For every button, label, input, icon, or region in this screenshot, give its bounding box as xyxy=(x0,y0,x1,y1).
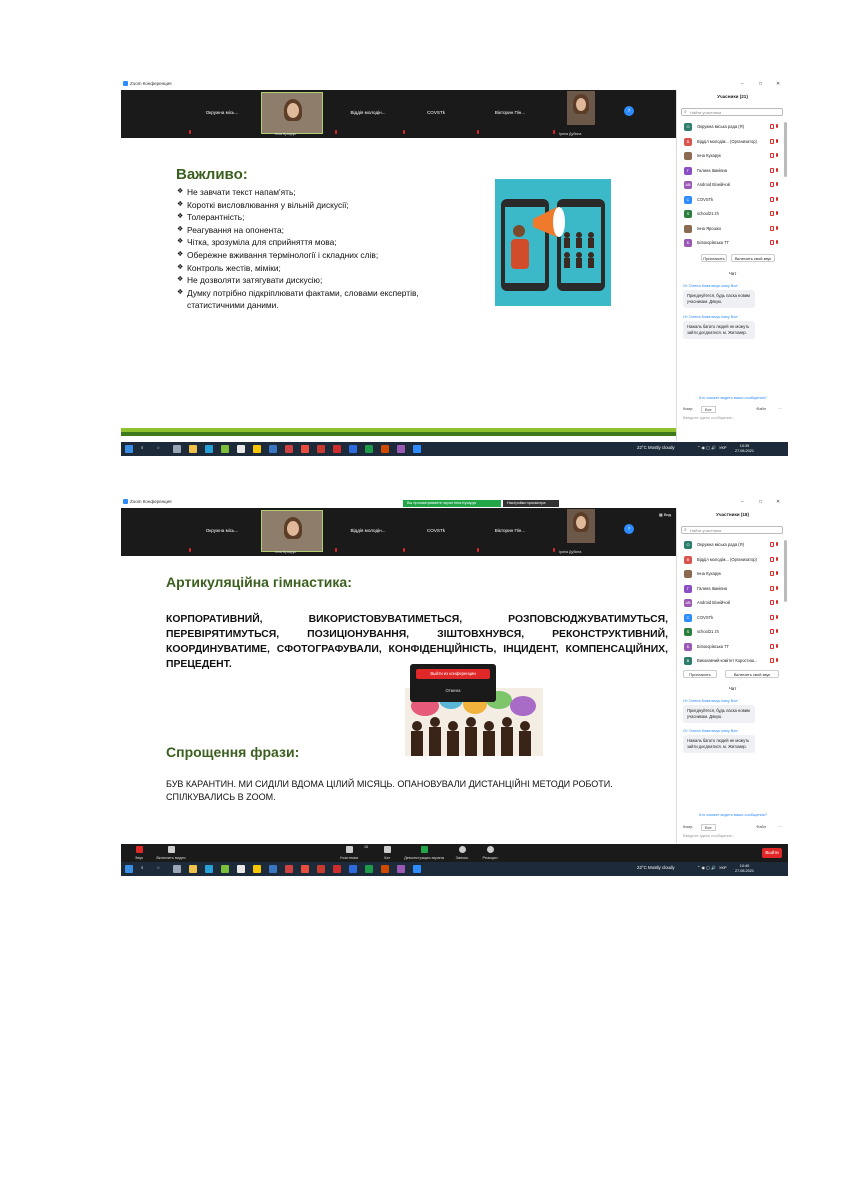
mic-muted-icon xyxy=(552,130,556,135)
reactions-label: Реакции xyxy=(482,855,498,860)
minimize-button[interactable]: − xyxy=(741,81,744,87)
participant-row[interactable] xyxy=(677,135,785,150)
participants-chat-panel xyxy=(676,90,788,441)
megaphone-illustration-art xyxy=(495,179,611,306)
mic-muted-icon xyxy=(334,130,338,135)
recipient-select[interactable]: Все xyxy=(701,824,716,831)
language-indicator[interactable]: УКР xyxy=(719,865,727,870)
camera-off-icon[interactable] xyxy=(770,615,774,620)
camera-off-icon[interactable] xyxy=(770,182,774,187)
audio-button[interactable] xyxy=(129,846,149,860)
mic-muted-icon[interactable] xyxy=(775,629,779,635)
chat-message-text: Приєднуйтеся, будь ласка новим учасникам. Дякую. xyxy=(683,290,755,308)
bullet-item: ❖ Не дозволяти затягувати дискусію; xyxy=(177,274,437,287)
slide-bullet-list xyxy=(177,186,437,312)
participant-row[interactable] xyxy=(677,149,785,164)
participant-row[interactable] xyxy=(677,207,785,222)
participant-row[interactable] xyxy=(677,553,785,568)
screen-share-indicator: Вы просматриваете экран Інна Кухарук xyxy=(403,500,501,507)
avatar: Б xyxy=(684,643,692,651)
taskbar-app-icon[interactable] xyxy=(317,445,325,453)
chat-title: Чат xyxy=(728,686,737,691)
avatar xyxy=(684,225,692,233)
participant-list xyxy=(677,120,785,251)
camera-off-icon[interactable] xyxy=(770,586,774,591)
person-tile[interactable] xyxy=(549,90,623,138)
language-indicator[interactable]: УКР xyxy=(719,445,727,450)
leave-meeting-popup xyxy=(410,664,496,702)
participant-name: Білокорівська ТГ xyxy=(697,643,729,649)
chat-title: Чат xyxy=(728,271,737,276)
chat-icon xyxy=(384,846,391,853)
participant-tile[interactable]: Вікторин Пін... xyxy=(473,508,547,556)
record-button[interactable] xyxy=(451,846,473,860)
recipient-select[interactable]: Все xyxy=(701,406,716,413)
mic-muted-icon[interactable] xyxy=(775,542,779,548)
video-strip xyxy=(121,508,676,556)
participants-title: Учасники (21) xyxy=(717,94,748,99)
participant-row[interactable] xyxy=(677,625,785,640)
participant-name: COVSTk xyxy=(697,614,714,620)
chat-message-from: От Олена Ковальчук кому Все: xyxy=(683,698,739,703)
taskbar-app-icon[interactable] xyxy=(173,865,181,873)
app-title: Zoom Конференция xyxy=(123,499,172,504)
tray-icons[interactable]: ⌃ ◉ ▢ 🔊 xyxy=(697,865,716,870)
presenter-video xyxy=(261,510,323,552)
avatar: AB xyxy=(685,600,691,605)
chat-message xyxy=(683,698,755,723)
task-view-icon[interactable]: ○ xyxy=(157,865,160,870)
camera-off-icon[interactable] xyxy=(770,153,774,158)
clock[interactable] xyxy=(735,864,754,874)
windows-taskbar xyxy=(121,442,788,456)
to-label: Кому: xyxy=(683,406,694,411)
video-face xyxy=(287,521,299,536)
participant-row[interactable] xyxy=(677,193,785,208)
participant-row[interactable] xyxy=(677,611,785,626)
avatar xyxy=(684,570,692,578)
next-page-button[interactable]: › xyxy=(624,106,634,116)
end-meeting-button[interactable]: Выйти xyxy=(762,848,782,858)
chat-message-text: Нажаль багато людей не можуть зайти доєднатися. м. Житомир. xyxy=(683,321,755,339)
bullet-item: ❖ Контроль жестів, міміки; xyxy=(177,262,437,275)
participant-row[interactable] xyxy=(677,236,785,251)
avatar: Г xyxy=(684,585,692,593)
participants-button[interactable] xyxy=(335,846,363,860)
participant-row[interactable] xyxy=(677,640,785,655)
person-photo xyxy=(567,509,595,543)
bullet-item: ❖ Не завчати текст напам'ять; xyxy=(177,186,437,199)
mic-muted-icon[interactable] xyxy=(775,658,779,664)
clock-date: 27.08.2021 xyxy=(735,869,755,873)
excel-icon[interactable] xyxy=(365,865,373,873)
presenter-name: Інна Кухарук xyxy=(275,550,296,554)
view-button-label: Вид xyxy=(663,512,672,517)
search-input[interactable]: ⌕ Найти участника xyxy=(681,526,783,534)
taskbar-app-icon[interactable] xyxy=(253,445,261,453)
participant-name: Окружна міська рада (Я) xyxy=(697,542,744,547)
window-titlebar xyxy=(121,80,788,90)
video-button[interactable] xyxy=(153,846,189,860)
participant-name: school21 zh xyxy=(697,211,719,216)
participants-title: Участники (18) xyxy=(715,512,750,517)
taskbar-app-icon[interactable] xyxy=(269,445,277,453)
participants-chat-panel xyxy=(676,508,788,843)
bullet-item: ❖ Короткі висловлювання у вільній дискусії; xyxy=(177,199,437,212)
avatar: О xyxy=(684,123,692,131)
cancel-button[interactable]: Отмена xyxy=(445,688,461,693)
weather-widget[interactable]: 22°C Mostly cloudy xyxy=(637,445,675,450)
unmute-button[interactable]: Включить свой звук xyxy=(725,670,779,678)
clock-time: 10:40 xyxy=(739,864,750,868)
clock-date: 27.08.2021 xyxy=(735,449,755,453)
mic-muted-icon[interactable] xyxy=(775,586,779,592)
camera-off-icon[interactable] xyxy=(770,226,774,231)
participant-tile[interactable]: COVSTk xyxy=(399,508,473,556)
taskbar-app-icon[interactable] xyxy=(397,865,405,873)
mic-muted-icon[interactable] xyxy=(775,644,779,650)
edge-icon[interactable] xyxy=(205,445,213,453)
camera-off-icon[interactable] xyxy=(770,557,774,562)
camera-off-icon[interactable] xyxy=(770,168,774,173)
chat-message-text: Нажаль багато людей не можуть зайти доєднатися. м. Житомир. xyxy=(683,735,755,753)
powerpoint-icon[interactable] xyxy=(381,865,389,873)
word-icon[interactable] xyxy=(349,445,357,453)
clock-time: 10:39 xyxy=(739,444,750,448)
taskbar-app-icon[interactable] xyxy=(269,865,277,873)
zoom-screenshot-1 xyxy=(121,80,788,457)
participant-tile[interactable]: Віддія молодін... xyxy=(331,508,405,556)
avatar: В xyxy=(684,556,692,564)
weather-widget[interactable]: 22°C Mostly cloudy xyxy=(637,865,675,870)
mic-muted-icon[interactable] xyxy=(775,124,779,130)
view-options-button[interactable]: Настройки просмотра xyxy=(503,500,559,507)
participant-row[interactable] xyxy=(677,120,785,135)
mic-muted-icon[interactable] xyxy=(775,182,779,188)
participant-name: Галина Іванівна xyxy=(697,167,728,173)
shared-slide xyxy=(121,138,676,440)
chat-message-from: От Олена Ковальчук кому Все: xyxy=(683,728,739,733)
powerpoint-icon[interactable] xyxy=(381,445,389,453)
avatar: В xyxy=(684,138,692,146)
taskbar-app-icon[interactable] xyxy=(333,865,341,873)
taskbar-app-icon[interactable] xyxy=(237,865,245,873)
close-button[interactable]: ✕ xyxy=(776,499,781,505)
search-icon[interactable]: ⌕ xyxy=(141,865,144,870)
mic-muted-icon[interactable] xyxy=(775,139,779,145)
bullet-item: ❖ Реагування на опонента; xyxy=(177,224,437,237)
person-name: Ірина Дубина xyxy=(559,132,582,136)
participant-name: Галина Іванівна xyxy=(697,585,728,591)
maximize-button[interactable]: □ xyxy=(759,81,763,87)
slide-title: Важливо: xyxy=(176,166,248,183)
file-button[interactable]: Файл xyxy=(756,824,766,829)
mic-muted-icon[interactable] xyxy=(775,557,779,563)
search-icon[interactable]: ⌕ xyxy=(141,445,144,450)
mic-muted-icon xyxy=(402,130,406,135)
meeting-controls-bar xyxy=(121,844,788,862)
more-icon[interactable]: ··· xyxy=(778,824,782,829)
mic-muted-icon[interactable] xyxy=(775,197,779,203)
edge-icon[interactable] xyxy=(205,865,213,873)
participant-row[interactable] xyxy=(677,567,785,582)
camera-off-icon[interactable] xyxy=(770,600,774,605)
camera-off-icon[interactable] xyxy=(770,629,774,634)
file-explorer-icon[interactable] xyxy=(189,865,197,873)
windows-start-icon[interactable] xyxy=(125,865,133,873)
to-label: Кому: xyxy=(683,824,694,829)
bullet-item: ❖ Обережне вживання термінології і складних слів; xyxy=(177,249,437,262)
windows-taskbar xyxy=(121,862,788,876)
zoom-taskbar-icon[interactable] xyxy=(413,865,421,873)
camera-off-icon[interactable] xyxy=(770,139,774,144)
reactions-icon xyxy=(487,846,494,853)
invite-button[interactable]: Пригласить xyxy=(701,254,727,262)
chrome-icon[interactable] xyxy=(301,445,309,453)
more-icon[interactable]: ··· xyxy=(778,406,782,411)
participant-row[interactable] xyxy=(677,178,785,193)
chat-message xyxy=(683,283,755,308)
next-page-button[interactable]: › xyxy=(624,524,634,534)
invite-button[interactable]: Пригласить xyxy=(683,670,717,678)
minimize-button[interactable]: − xyxy=(741,499,744,505)
avatar: В xyxy=(684,657,692,665)
participant-tile[interactable]: Віддія молодін... xyxy=(331,90,405,138)
bullet-item: ❖ Думку потрібно підкріплювати фактами, словами експертів, статистичними даними. xyxy=(177,287,437,312)
windows-start-icon[interactable] xyxy=(125,445,133,453)
photo-face xyxy=(576,516,586,529)
participant-name: COVSTk xyxy=(697,196,714,202)
zoom-app-icon xyxy=(123,499,128,504)
bullet-item: ❖ Толерантність; xyxy=(177,211,437,224)
close-button[interactable]: ✕ xyxy=(776,81,781,87)
chat-message-from: От Олена Ковальчук кому Все: xyxy=(683,283,739,288)
avatar: Б xyxy=(684,239,692,247)
chat-label: Чат xyxy=(383,855,391,860)
mic-muted-icon xyxy=(188,130,192,135)
chat-message-from: От Олена Ковальчук кому Все: xyxy=(683,314,739,319)
avatar: S xyxy=(684,210,692,218)
person-photo xyxy=(567,91,595,125)
audio-label: Звук xyxy=(135,855,143,860)
participants-label: Участники xyxy=(339,855,359,860)
slide-word-list: КОРПОРАТИВНИЙ, ВИКОРИСТОВУВАТИМЕТЬСЯ, РОЗПОВСЮДЖУВАТИМУТЬСЯ, ПЕРЕВІРЯТИМУТЬСЯ, ПОЗИЦІОНУВАННЯ, ЗІШТОВХНУВСЯ, РЕКОНСТРУКТИВНИЙ, КООРДИНУВАТИМЕ, СФОТОГРАФУВАЛИ, КОНФІДЕНЦІЙНІСТЬ, ІНЦИДЕНТ, КОМПЕНСАЦІЙНИХ, ПРЕЦЕДЕНТ. xyxy=(166,614,668,670)
mic-muted-icon[interactable] xyxy=(775,211,779,217)
participant-name: Інна Кухарук xyxy=(697,153,721,158)
reactions-button[interactable] xyxy=(477,846,503,860)
camera-off-icon[interactable] xyxy=(770,240,774,245)
avatar: S xyxy=(684,628,692,636)
mic-muted-icon xyxy=(552,548,556,553)
share-screen-icon xyxy=(421,846,428,853)
participant-name: Інна Ярошко xyxy=(697,225,721,231)
slide-text: БУВ КАРАНТИН. МИ СИДІЛИ ВДОМА ЦІЛИЙ МІСЯЦЬ. ОПАНОВУВАЛИ ДИСТАНЦІЙНІ МЕТОДИ РОБОТИ. СПІЛКУВАЛИСЬ В ZOOM. xyxy=(166,779,613,802)
record-icon xyxy=(459,846,466,853)
store-icon[interactable] xyxy=(221,445,229,453)
mic-muted-icon[interactable] xyxy=(775,571,779,577)
zoom-app-icon xyxy=(123,81,128,86)
camera-off-icon xyxy=(168,846,175,853)
record-label: Запись xyxy=(455,855,469,860)
camera-off-icon[interactable] xyxy=(770,197,774,202)
mic-muted-icon[interactable] xyxy=(775,600,779,606)
slide-subtitle: Спрощення фрази: xyxy=(166,744,300,760)
video-face xyxy=(287,103,299,118)
zoom-screenshot-2 xyxy=(121,498,788,878)
mic-muted-icon xyxy=(402,548,406,553)
camera-off-icon[interactable] xyxy=(770,658,774,663)
participant-name: Білокорівська ТГ xyxy=(697,240,729,245)
view-button[interactable]: ▦ Вид xyxy=(659,512,672,517)
maximize-button[interactable]: □ xyxy=(759,499,763,505)
chat-message xyxy=(683,314,755,339)
taskbar-app-icon[interactable] xyxy=(285,865,293,873)
presenter-tile[interactable] xyxy=(261,90,335,138)
chat-message xyxy=(683,728,755,753)
participant-tile[interactable]: Окружна місь... xyxy=(185,90,259,138)
mic-muted-icon xyxy=(334,548,338,553)
participant-tile[interactable]: COVSTk xyxy=(399,90,473,138)
chrome-icon[interactable] xyxy=(301,865,309,873)
scrollbar[interactable] xyxy=(784,122,787,177)
bullet-item: ❖ Чітка, зрозуміла для сприйняття мова; xyxy=(177,236,437,249)
scrollbar[interactable] xyxy=(784,540,787,602)
mic-muted-icon[interactable] xyxy=(775,226,779,232)
taskbar-app-icon[interactable] xyxy=(253,865,261,873)
participant-name: Відділ молодіж... (Организатор) xyxy=(697,556,757,562)
clock[interactable] xyxy=(735,444,754,454)
participants-count: 18 xyxy=(364,845,368,849)
leave-meeting-button[interactable]: Выйти из конференции xyxy=(416,669,490,679)
shared-slide xyxy=(121,556,676,843)
mic-muted-icon xyxy=(188,548,192,553)
avatar: C xyxy=(684,614,692,622)
chat-button[interactable] xyxy=(377,846,397,860)
mic-muted-icon[interactable] xyxy=(775,240,779,246)
taskbar-app-icon[interactable] xyxy=(237,445,245,453)
mic-muted-icon[interactable] xyxy=(775,615,779,621)
participant-row[interactable] xyxy=(677,538,785,553)
task-view-icon[interactable]: ○ xyxy=(157,445,160,450)
share-screen-button[interactable] xyxy=(401,846,447,860)
avatar: C xyxy=(684,196,692,204)
mic-muted-icon[interactable] xyxy=(775,168,779,174)
unmute-button[interactable]: Включить свой звук xyxy=(731,254,775,262)
chat-input[interactable]: Введите здесь сообщение... xyxy=(683,415,736,420)
camera-off-icon[interactable] xyxy=(770,571,774,576)
mic-muted-icon[interactable] xyxy=(775,153,779,159)
participant-row[interactable] xyxy=(677,582,785,597)
avatar: Г xyxy=(684,167,692,175)
app-title: Zoom Конференция xyxy=(123,81,172,86)
mic-muted-icon xyxy=(136,846,143,853)
camera-off-icon[interactable] xyxy=(770,644,774,649)
participant-row[interactable] xyxy=(677,222,785,237)
presenter-tile[interactable] xyxy=(261,508,335,556)
window-titlebar xyxy=(121,498,788,508)
participant-name: Виконавчий комітет Коростиш... xyxy=(697,658,758,663)
chat-message-text: Приєднуйтеся, будь ласка новим учасникам. Дякую. xyxy=(683,705,755,723)
zoom-taskbar-icon[interactable] xyxy=(413,445,421,453)
participant-name: Окружна міська рада (Я) xyxy=(697,124,744,129)
tray-icons[interactable]: ⌃ ◉ ▢ 🔊 xyxy=(697,445,716,450)
search-input[interactable]: ⌕ Найти участника xyxy=(681,108,783,116)
chat-visibility-notice[interactable]: Кто сможет видеть ваши сообщения? xyxy=(699,395,767,400)
taskbar-app-icon[interactable] xyxy=(397,445,405,453)
presenter-video xyxy=(261,92,323,134)
presenter-name: Інна Кухарук xyxy=(275,132,296,136)
person-tile[interactable] xyxy=(549,508,623,556)
participant-name: Android Візнійчой xyxy=(697,600,730,605)
participant-row[interactable] xyxy=(677,164,785,179)
mic-muted-icon xyxy=(476,130,480,135)
participant-tile[interactable]: Вікторин Пін... xyxy=(473,90,547,138)
participant-list xyxy=(677,538,785,669)
avatar xyxy=(684,152,692,160)
slide-decor-bar xyxy=(121,432,676,436)
participant-tile[interactable]: Окружна місь... xyxy=(185,508,259,556)
avatar: О xyxy=(684,541,692,549)
camera-off-icon[interactable] xyxy=(770,124,774,129)
taskbar-app-icon[interactable] xyxy=(285,445,293,453)
store-icon[interactable] xyxy=(221,865,229,873)
video-label: Включить видео xyxy=(156,855,186,860)
participant-name: Інна Кухарук xyxy=(697,571,721,576)
word-icon[interactable] xyxy=(349,865,357,873)
participant-name: school21 zh xyxy=(697,629,719,634)
camera-off-icon[interactable] xyxy=(770,211,774,216)
photo-face xyxy=(576,98,586,111)
participants-icon xyxy=(346,846,353,853)
file-button[interactable]: Файл xyxy=(756,406,766,411)
taskbar-app-icon[interactable] xyxy=(317,865,325,873)
participant-name: Відділ молодіж... (Организатор) xyxy=(697,138,757,144)
mic-muted-icon xyxy=(476,548,480,553)
file-explorer-icon[interactable] xyxy=(189,445,197,453)
participant-name: Android Візнійчой xyxy=(697,182,730,187)
chat-input[interactable]: Введите здесь сообщение... xyxy=(683,833,736,838)
avatar: AB xyxy=(685,182,691,187)
slide-title: Артикуляційна гімнастика: xyxy=(166,574,352,590)
taskbar-app-icon[interactable] xyxy=(173,445,181,453)
participant-row[interactable] xyxy=(677,654,785,669)
excel-icon[interactable] xyxy=(365,445,373,453)
person-name: Ірина Дубина xyxy=(559,550,582,554)
participant-row[interactable] xyxy=(677,596,785,611)
share-label: Демонстрация экрана xyxy=(404,855,444,860)
video-strip xyxy=(121,90,676,138)
taskbar-app-icon[interactable] xyxy=(333,445,341,453)
megaphone-illustration xyxy=(495,179,611,306)
chat-visibility-notice[interactable]: Кто сможет видеть ваши сообщения? xyxy=(699,812,767,817)
camera-off-icon[interactable] xyxy=(770,542,774,547)
